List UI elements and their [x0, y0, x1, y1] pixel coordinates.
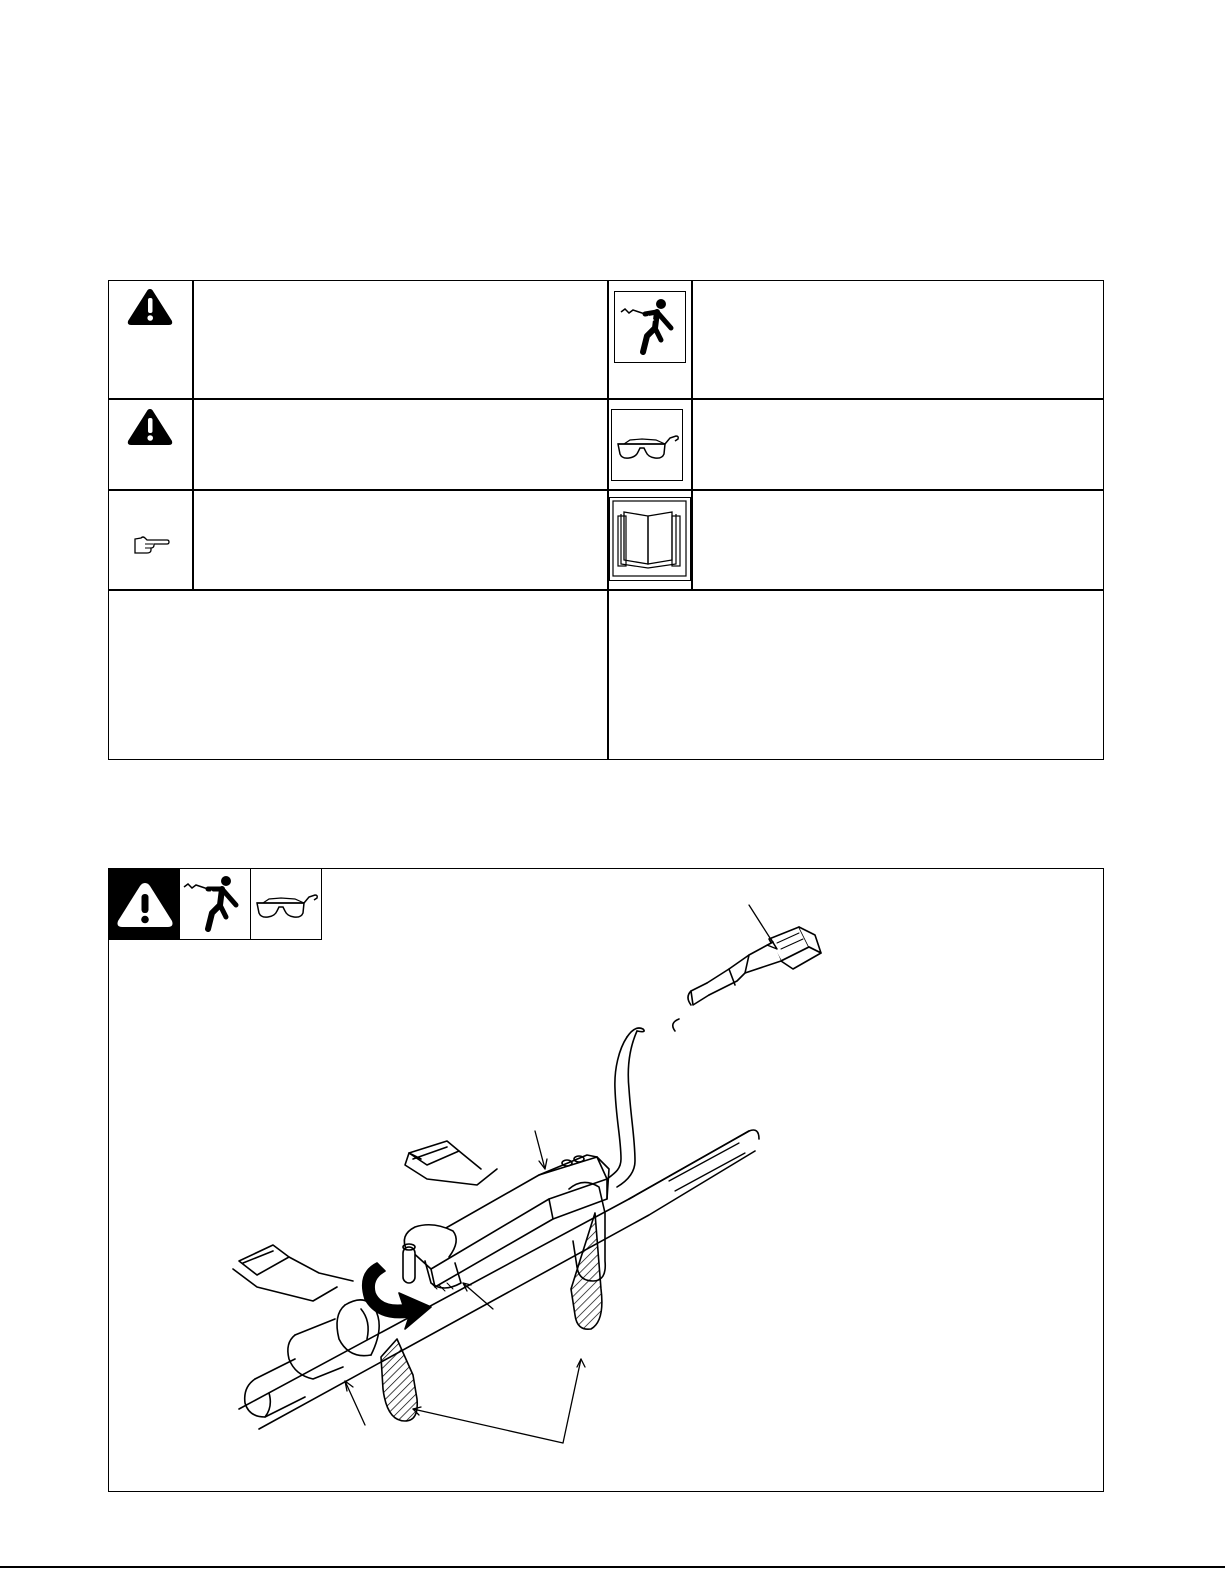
table-divider: [109, 489, 1103, 491]
table-divider: [109, 398, 1103, 400]
network-connector-plug: [688, 927, 821, 1005]
table-divider: [691, 281, 693, 590]
electric-shock-icon-box: [614, 291, 686, 363]
warning-triangle-icon: [125, 407, 175, 447]
safety-glasses-icon: [612, 410, 682, 480]
cable-connector-clamp-assembly: [109, 869, 1103, 1491]
table-divider: [192, 281, 194, 590]
page-bottom-rule: [0, 1566, 1225, 1568]
symbol-table: [108, 280, 1104, 760]
safety-glasses-icon-box: [611, 409, 683, 481]
figure-panel: [108, 868, 1104, 1492]
read-manual-icon-box: [609, 497, 691, 581]
read-manual-icon: [610, 498, 690, 580]
pointing-hand-icon: [133, 533, 171, 557]
electric-shock-icon: [615, 292, 685, 362]
table-divider: [109, 589, 1103, 591]
warning-triangle-icon: [125, 287, 175, 327]
